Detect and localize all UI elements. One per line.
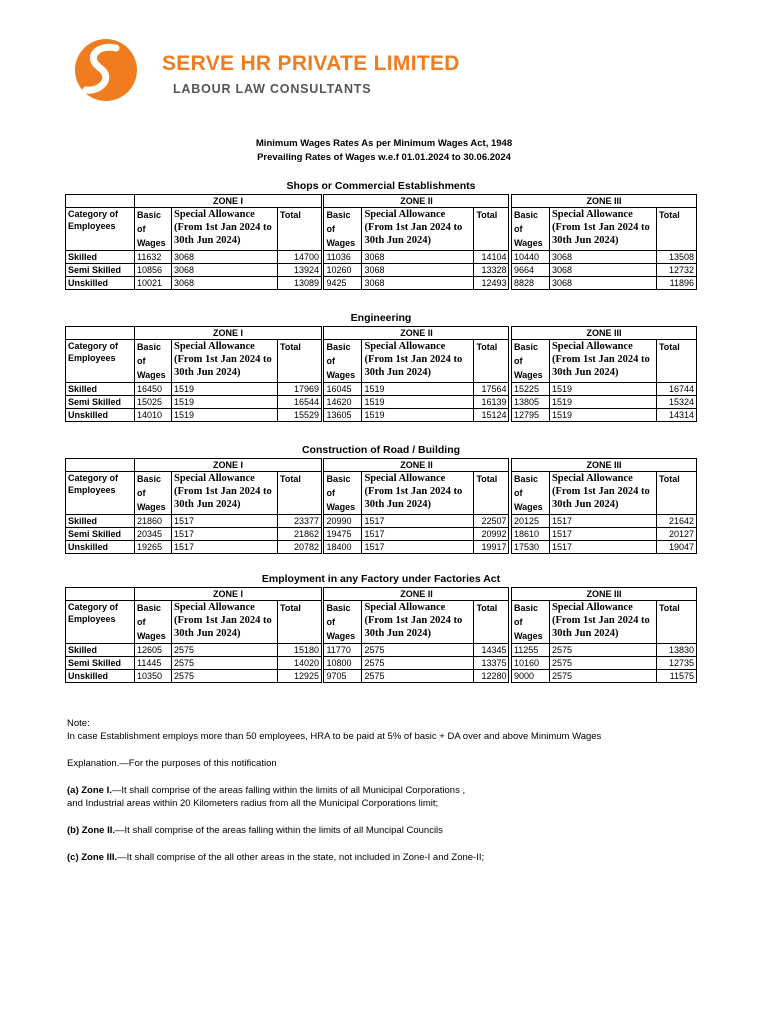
document-subtitle: Prevailing Rates of Wages w.e.f 01.01.2024 to 30.06.2024: [257, 152, 511, 163]
column-header-row: [66, 472, 322, 515]
basic-value: 10440: [511, 251, 549, 264]
category-label: Unskilled: [66, 541, 135, 554]
zone-name-row: [324, 459, 509, 472]
section-title: Employment in any Factory under Factories Act: [261, 573, 501, 585]
category-label: Unskilled: [66, 277, 135, 290]
basic-value: 11445: [135, 657, 172, 670]
table-row: [66, 277, 322, 290]
special-value: 2575: [549, 644, 656, 657]
table-row: [66, 670, 322, 683]
table-row: [66, 657, 322, 670]
total-header: Total: [656, 601, 696, 644]
table-row: [324, 277, 509, 290]
table-row: [324, 644, 509, 657]
basic-value: 15025: [135, 396, 172, 409]
basic-value: 12795: [511, 409, 549, 422]
basic-wages-header: Basic of Wages: [135, 472, 172, 515]
table-row: [511, 644, 696, 657]
special-value: 2575: [172, 644, 278, 657]
zone-name-row: [66, 327, 322, 340]
special-value: 1517: [362, 515, 474, 528]
zone-name-row: [66, 195, 322, 208]
special-value: 1519: [362, 396, 474, 409]
special-value: 3068: [172, 251, 278, 264]
zone-table: [65, 194, 322, 290]
special-value: 1519: [172, 396, 278, 409]
company-logo: [70, 38, 142, 102]
zone-name: ZONE II: [324, 588, 509, 601]
special-allowance-header: Special Allowance (From 1st Jan 2024 to 30th Jun 2024): [549, 472, 656, 515]
basic-value: 20990: [324, 515, 362, 528]
total-header: Total: [656, 208, 696, 251]
corner-cell: [66, 327, 135, 340]
zone-table: [511, 587, 697, 683]
total-value: 15324: [656, 396, 696, 409]
total-value: 21642: [656, 515, 696, 528]
table-row: [511, 396, 696, 409]
zone-name-row: [511, 459, 696, 472]
zone-name: ZONE III: [511, 195, 696, 208]
total-value: 17969: [278, 383, 322, 396]
special-value: 1519: [549, 409, 656, 422]
total-value: 13924: [278, 264, 322, 277]
special-value: 3068: [362, 277, 474, 290]
basic-value: 10021: [135, 277, 172, 290]
category-label: Skilled: [66, 383, 135, 396]
category-label: Semi Skilled: [66, 396, 135, 409]
table-row: [66, 264, 322, 277]
special-value: 3068: [549, 251, 656, 264]
zone3-label: (c) Zone III.: [67, 852, 118, 863]
basic-value: 10350: [135, 670, 172, 683]
total-header: Total: [656, 472, 696, 515]
basic-value: 20345: [135, 528, 172, 541]
special-value: 1517: [172, 515, 278, 528]
column-header-row: [324, 340, 509, 383]
wage-section: [65, 311, 697, 422]
category-label: Semi Skilled: [66, 528, 135, 541]
special-value: 1519: [362, 383, 474, 396]
wage-section: [65, 443, 697, 554]
total-header: Total: [278, 472, 322, 515]
total-value: 16139: [474, 396, 509, 409]
total-header: Total: [474, 472, 509, 515]
basic-value: 9000: [511, 670, 549, 683]
special-allowance-header: Special Allowance (From 1st Jan 2024 to 30th Jun 2024): [549, 340, 656, 383]
zone-name: ZONE I: [135, 327, 322, 340]
table-row: [511, 541, 696, 554]
category-header: Category of Employees: [66, 601, 135, 644]
zone3-text: —It shall comprise of the all other areas in the state, not included in Zone-I and Zone-II;: [117, 852, 485, 863]
table-row: [66, 396, 322, 409]
total-value: 20127: [656, 528, 696, 541]
basic-value: 19265: [135, 541, 172, 554]
category-label: Unskilled: [66, 670, 135, 683]
special-value: 1517: [172, 528, 278, 541]
basic-wages-header: Basic of Wages: [135, 601, 172, 644]
category-label: Unskilled: [66, 409, 135, 422]
category-label: Semi Skilled: [66, 657, 135, 670]
basic-value: 8828: [511, 277, 549, 290]
basic-value: 20125: [511, 515, 549, 528]
total-header: Total: [474, 340, 509, 383]
basic-value: 18610: [511, 528, 549, 541]
basic-value: 13805: [511, 396, 549, 409]
column-header-row: [511, 472, 696, 515]
basic-value: 11770: [324, 644, 362, 657]
total-value: 12280: [474, 670, 509, 683]
zone-name: ZONE II: [324, 459, 509, 472]
basic-value: 21860: [135, 515, 172, 528]
total-value: 13830: [656, 644, 696, 657]
zone-name: ZONE II: [324, 327, 509, 340]
special-allowance-header: Special Allowance (From 1st Jan 2024 to 30th Jun 2024): [362, 601, 474, 644]
zone-name: ZONE I: [135, 195, 322, 208]
table-row: [511, 409, 696, 422]
column-header-row: [511, 340, 696, 383]
zone-name: ZONE I: [135, 588, 322, 601]
column-header-row: [324, 472, 509, 515]
basic-value: 13605: [324, 409, 362, 422]
special-value: 3068: [549, 277, 656, 290]
special-value: 1517: [549, 515, 656, 528]
section-title: Construction of Road / Building: [301, 444, 461, 456]
basic-value: 16045: [324, 383, 362, 396]
zone2-text: —It shall comprise of the areas falling within the limits of all Muncipal Councils: [115, 825, 443, 836]
total-value: 13328: [474, 264, 509, 277]
corner-cell: [66, 588, 135, 601]
basic-value: 10800: [324, 657, 362, 670]
special-value: 1517: [549, 541, 656, 554]
table-row: [66, 541, 322, 554]
total-value: 12735: [656, 657, 696, 670]
total-value: 11575: [656, 670, 696, 683]
note-text: In case Establishment employs more than 50 employees, HRA to be paid at 5% of basic + DA over and above Minimum Wages: [67, 731, 602, 742]
basic-wages-header: Basic of Wages: [324, 340, 362, 383]
zone-name-row: [324, 588, 509, 601]
category-header: Category of Employees: [66, 208, 135, 251]
special-allowance-header: Special Allowance (From 1st Jan 2024 to 30th Jun 2024): [172, 601, 278, 644]
special-value: 2575: [172, 670, 278, 683]
table-row: [324, 528, 509, 541]
category-header: Category of Employees: [66, 340, 135, 383]
special-value: 2575: [549, 657, 656, 670]
basic-value: 11632: [135, 251, 172, 264]
column-header-row: [66, 340, 322, 383]
total-value: 16744: [656, 383, 696, 396]
column-header-row: [66, 601, 322, 644]
basic-wages-header: Basic of Wages: [324, 601, 362, 644]
table-row: [511, 277, 696, 290]
total-value: 13375: [474, 657, 509, 670]
explanation-text: Explanation.—For the purposes of this notification: [67, 758, 277, 769]
special-allowance-header: Special Allowance (From 1st Jan 2024 to 30th Jun 2024): [172, 208, 278, 251]
basic-value: 14620: [324, 396, 362, 409]
table-row: [324, 251, 509, 264]
special-value: 1519: [549, 396, 656, 409]
table-row: [511, 251, 696, 264]
table-row: [324, 383, 509, 396]
basic-value: 11036: [324, 251, 362, 264]
special-value: 2575: [549, 670, 656, 683]
zone1-definition: [67, 784, 707, 797]
basic-wages-header: Basic of Wages: [511, 472, 549, 515]
special-value: 3068: [172, 264, 278, 277]
zone1-definition-cont: and Industrial areas within 20 Kilometers radius from all the Municipal Corporations limit;: [67, 798, 439, 809]
basic-value: 14010: [135, 409, 172, 422]
basic-value: 18400: [324, 541, 362, 554]
special-allowance-header: Special Allowance (From 1st Jan 2024 to 30th Jun 2024): [549, 601, 656, 644]
special-allowance-header: Special Allowance (From 1st Jan 2024 to 30th Jun 2024): [362, 208, 474, 251]
corner-cell: [66, 459, 135, 472]
zone-name-row: [324, 195, 509, 208]
special-value: 1517: [549, 528, 656, 541]
zone-table: [65, 587, 322, 683]
special-value: 1517: [362, 541, 474, 554]
table-row: [511, 528, 696, 541]
special-value: 2575: [172, 657, 278, 670]
total-header: Total: [474, 208, 509, 251]
total-value: 20782: [278, 541, 322, 554]
special-value: 3068: [172, 277, 278, 290]
table-row: [511, 670, 696, 683]
table-row: [324, 396, 509, 409]
note-label: Note:: [67, 718, 90, 729]
special-allowance-header: Special Allowance (From 1st Jan 2024 to 30th Jun 2024): [172, 472, 278, 515]
table-row: [324, 541, 509, 554]
basic-value: 9425: [324, 277, 362, 290]
total-value: 17564: [474, 383, 509, 396]
total-value: 12493: [474, 277, 509, 290]
total-value: 14020: [278, 657, 322, 670]
basic-value: 9664: [511, 264, 549, 277]
total-value: 20992: [474, 528, 509, 541]
basic-value: 17530: [511, 541, 549, 554]
special-value: 2575: [362, 657, 474, 670]
column-header-row: [66, 208, 322, 251]
total-header: Total: [278, 601, 322, 644]
special-allowance-header: Special Allowance (From 1st Jan 2024 to 30th Jun 2024): [172, 340, 278, 383]
special-value: 1519: [172, 409, 278, 422]
zone-name-row: [66, 588, 322, 601]
column-header-row: [511, 601, 696, 644]
category-header: Category of Employees: [66, 472, 135, 515]
document-title: Minimum Wages Rates As per Minimum Wages Act, 1948: [255, 138, 513, 149]
total-header: Total: [474, 601, 509, 644]
total-header: Total: [278, 208, 322, 251]
special-value: 1517: [172, 541, 278, 554]
table-row: [66, 644, 322, 657]
total-value: 19917: [474, 541, 509, 554]
category-label: Skilled: [66, 515, 135, 528]
wage-section: [65, 572, 697, 683]
basic-value: 10160: [511, 657, 549, 670]
basic-wages-header: Basic of Wages: [135, 340, 172, 383]
zone1-label: (a) Zone I.: [67, 785, 112, 796]
basic-value: 15225: [511, 383, 549, 396]
special-allowance-header: Special Allowance (From 1st Jan 2024 to 30th Jun 2024): [362, 472, 474, 515]
zone-name: ZONE III: [511, 327, 696, 340]
table-row: [324, 670, 509, 683]
table-row: [324, 657, 509, 670]
zone3-definition: [67, 851, 707, 864]
basic-wages-header: Basic of Wages: [511, 208, 549, 251]
zone-table: [323, 326, 509, 422]
total-value: 15529: [278, 409, 322, 422]
basic-value: 10260: [324, 264, 362, 277]
total-value: 12732: [656, 264, 696, 277]
zone-name-row: [66, 459, 322, 472]
basic-value: 10856: [135, 264, 172, 277]
total-value: 13508: [656, 251, 696, 264]
special-value: 3068: [362, 264, 474, 277]
total-value: 11896: [656, 277, 696, 290]
section-title: Engineering: [350, 312, 412, 324]
zone-name: ZONE I: [135, 459, 322, 472]
category-label: Skilled: [66, 644, 135, 657]
zone-name: ZONE III: [511, 588, 696, 601]
table-row: [511, 515, 696, 528]
wage-section: [65, 179, 697, 290]
special-allowance-header: Special Allowance (From 1st Jan 2024 to 30th Jun 2024): [549, 208, 656, 251]
column-header-row: [324, 601, 509, 644]
company-tagline: LABOUR LAW CONSULTANTS: [173, 82, 372, 96]
basic-wages-header: Basic of Wages: [135, 208, 172, 251]
special-value: 2575: [362, 670, 474, 683]
total-value: 13089: [278, 277, 322, 290]
zone-name-row: [511, 588, 696, 601]
total-header: Total: [656, 340, 696, 383]
total-value: 14700: [278, 251, 322, 264]
zone-name-row: [511, 195, 696, 208]
table-row: [511, 264, 696, 277]
table-row: [324, 409, 509, 422]
basic-wages-header: Basic of Wages: [324, 472, 362, 515]
total-value: 14104: [474, 251, 509, 264]
total-value: 14345: [474, 644, 509, 657]
special-value: 3068: [549, 264, 656, 277]
zone2-definition: [67, 824, 707, 837]
zone-name: ZONE II: [324, 195, 509, 208]
zone-table: [511, 458, 697, 554]
basic-value: 19475: [324, 528, 362, 541]
zone-name: ZONE III: [511, 459, 696, 472]
special-value: 1517: [362, 528, 474, 541]
table-row: [324, 264, 509, 277]
category-label: Skilled: [66, 251, 135, 264]
column-header-row: [324, 208, 509, 251]
zone2-label: (b) Zone II.: [67, 825, 116, 836]
zone-table: [65, 458, 322, 554]
zone-table: [323, 458, 509, 554]
table-row: [324, 515, 509, 528]
basic-value: 11255: [511, 644, 549, 657]
total-value: 15180: [278, 644, 322, 657]
table-row: [66, 409, 322, 422]
special-allowance-header: Special Allowance (From 1st Jan 2024 to 30th Jun 2024): [362, 340, 474, 383]
special-value: 1519: [362, 409, 474, 422]
total-value: 14314: [656, 409, 696, 422]
zone-table: [511, 326, 697, 422]
zone-table: [323, 194, 509, 290]
table-row: [511, 657, 696, 670]
zone-table: [511, 194, 697, 290]
basic-wages-header: Basic of Wages: [511, 340, 549, 383]
zone-table: [323, 587, 509, 683]
special-value: 1519: [172, 383, 278, 396]
section-title: Shops or Commercial Establishments: [286, 180, 476, 192]
table-row: [66, 515, 322, 528]
total-value: 22507: [474, 515, 509, 528]
special-value: 3068: [362, 251, 474, 264]
zone-name-row: [511, 327, 696, 340]
basic-value: 9705: [324, 670, 362, 683]
notes-block: [67, 717, 707, 864]
table-row: [66, 528, 322, 541]
total-value: 16544: [278, 396, 322, 409]
total-value: 19047: [656, 541, 696, 554]
basic-wages-header: Basic of Wages: [324, 208, 362, 251]
total-header: Total: [278, 340, 322, 383]
table-row: [511, 383, 696, 396]
category-label: Semi Skilled: [66, 264, 135, 277]
total-value: 12925: [278, 670, 322, 683]
corner-cell: [66, 195, 135, 208]
table-row: [66, 383, 322, 396]
zone1-text: —It shall comprise of the areas falling within the limits of all Municipal Corporations ,: [111, 785, 466, 796]
basic-wages-header: Basic of Wages: [511, 601, 549, 644]
special-value: 2575: [362, 644, 474, 657]
company-name: SERVE HR PRIVATE LIMITED: [162, 52, 460, 75]
total-value: 23377: [278, 515, 322, 528]
special-value: 1519: [549, 383, 656, 396]
column-header-row: [511, 208, 696, 251]
total-value: 15124: [474, 409, 509, 422]
zone-name-row: [324, 327, 509, 340]
zone-table: [65, 326, 322, 422]
table-row: [66, 251, 322, 264]
total-value: 21862: [278, 528, 322, 541]
basic-value: 16450: [135, 383, 172, 396]
basic-value: 12605: [135, 644, 172, 657]
